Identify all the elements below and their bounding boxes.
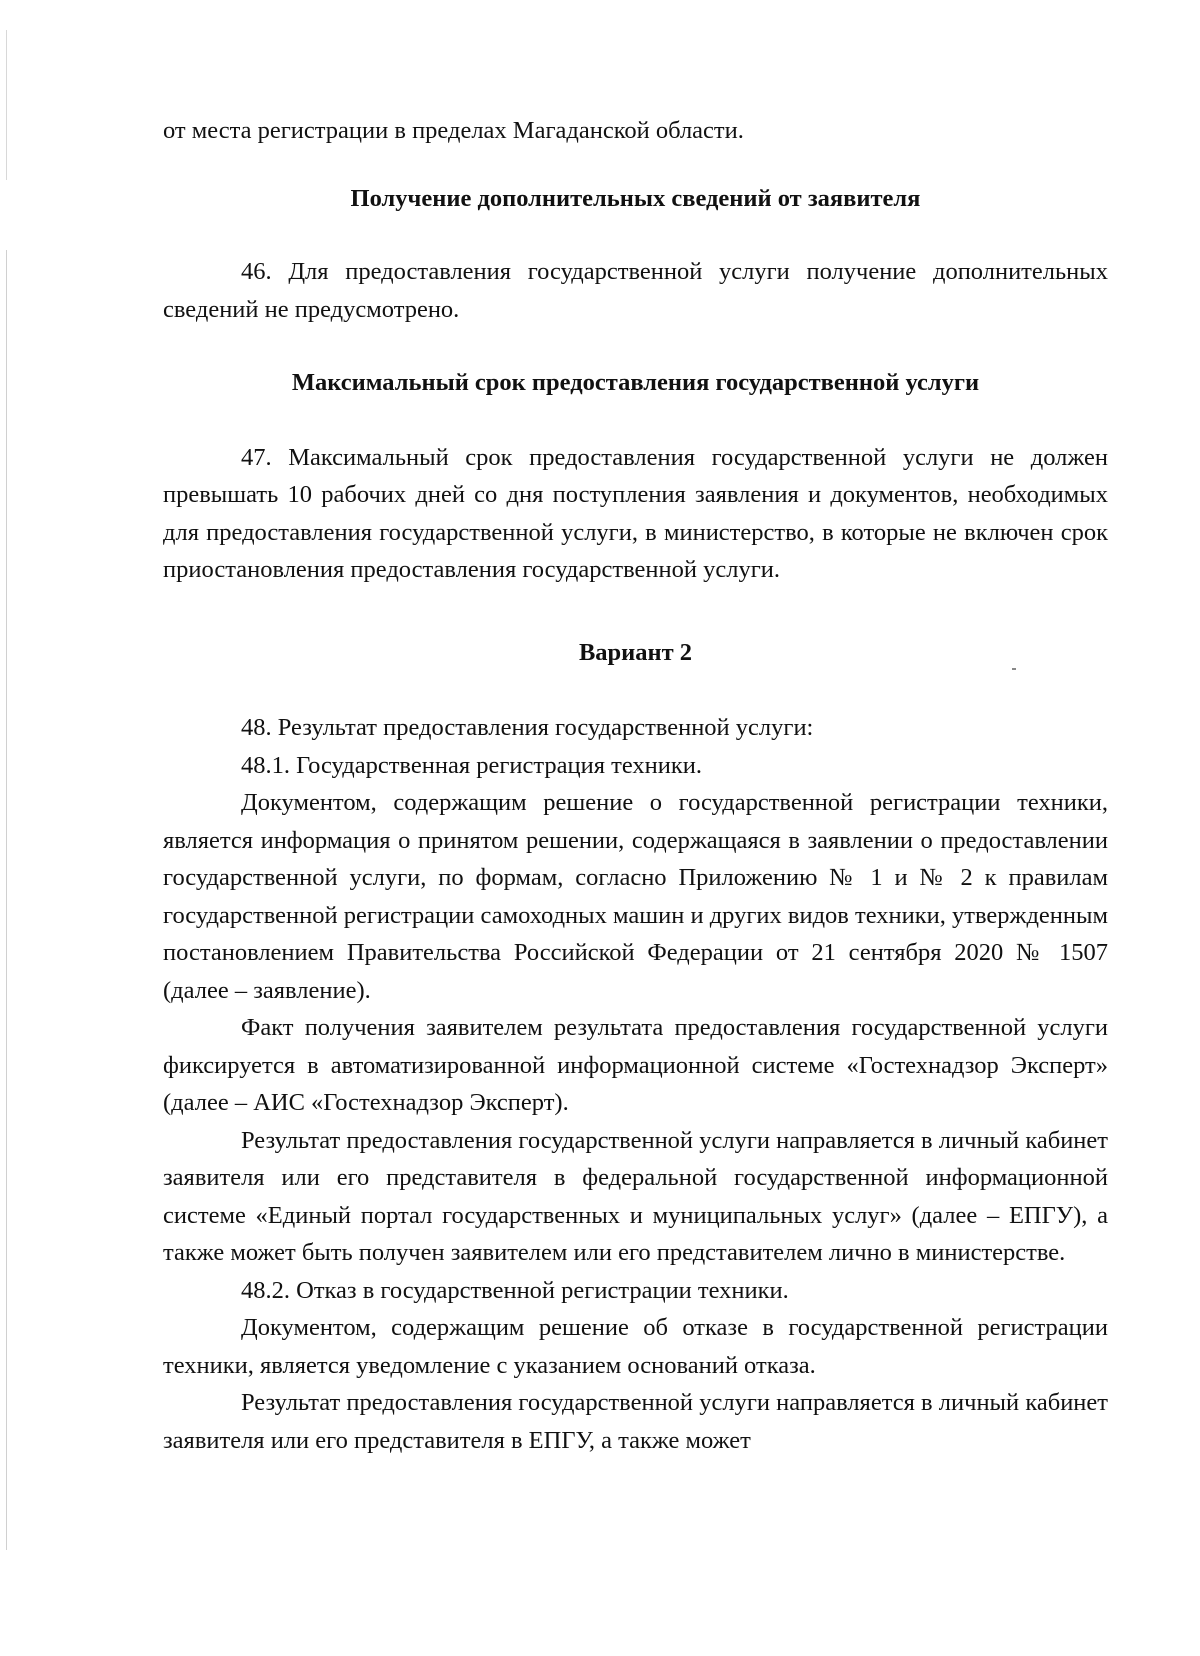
paragraph-48-1: 48.1. Государственная регистрация техники. [241,751,702,779]
scan-edge-line [6,30,7,180]
heading-variant-2: Вариант 2 [578,638,693,666]
paragraph-47: 47. Максимальный срок предоставления государственной услуги не должен превышать 10 рабочих дней со дня поступления заявления и документов, необходимых для предоставления государственной услуги, в министерство, в которые не включен срок приостановления предоставления государственной услуги. [163,443,1108,583]
scan-edge-line [6,250,7,1550]
paragraph-48-2: 48.2. Отказ в государственной регистрации техники. [241,1276,789,1304]
paragraph-48-1-fact: Факт получения заявителем результата предоставления государственной услуги фиксируется в автоматизированной информационной системе «Гостехнадзор Эксперт» (далее – АИС «Гостехнадзор Эксперт). [163,1014,1108,1116]
paragraph-48: 48. Результат предоставления государственной услуги: [241,714,814,741]
paragraph-46: 46. Для предоставления государственной услуги получение дополнительных сведений не предусмотрено. [163,258,1108,323]
heading-max-term: Максимальный срок предоставления государственной услуги [291,369,980,396]
heading-additional-info: Получение дополнительных сведений от заявителя [350,184,921,212]
continuation-line: от места регистрации в пределах Магаданской области. [163,117,744,144]
paragraph-48-2-result: Результат предоставления государственной услуги направляется в личный кабинет заявителя или его представителя в ЕПГУ, а также может [163,1389,1108,1454]
document-body [163,112,1108,1459]
paragraph-48-1-document: Документом, содержащим решение о государственной регистрации техники, является информация о принятом решении, содержащаяся в заявлении о предоставлении государственной услуги, по формам, согласно Приложению № 1 и № 2 к правилам государственной регистрации самоходных машин и других видов техники, утвержденным постановлением Правительства Российской Федерации от 21 сентября 2020 № 1507 (далее – заявление). [163,789,1108,1004]
paragraph-48-1-result: Результат предоставления государственной услуги направляется в личный кабинет заявителя или его представителя в федеральной государственной информационной системе «Единый портал государственных и муниципальных услуг» (далее – ЕПГУ), а также может быть получен заявителем или его представителем лично в министерстве. [163,1126,1108,1266]
paragraph-48-2-document: Документом, содержащим решение об отказе в государственной регистрации техники, является уведомление с указанием оснований отказа. [163,1314,1108,1379]
